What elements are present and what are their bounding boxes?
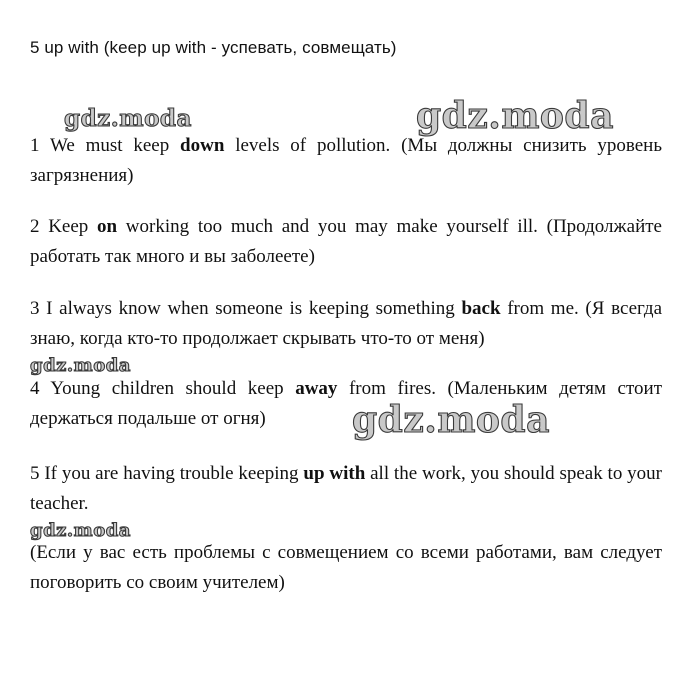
- translation-5: (Если у вас есть проблемы с совмещением со всеми работами, вам следует поговорить со своим учителем): [30, 542, 662, 593]
- watermark-logo: gdz.moda: [64, 105, 192, 132]
- sentence-text: 2 Keep: [30, 216, 98, 237]
- watermark-logo: gdz.moda: [416, 95, 614, 137]
- sentence-1: [30, 131, 662, 191]
- watermark-logo: gdz.moda: [30, 355, 131, 376]
- sentence-text: all the work, you should speak to your teacher.: [30, 463, 663, 514]
- sentence-5: [30, 459, 662, 519]
- exercise-heading: 5 up with (keep up with - успевать, совмещать): [30, 38, 397, 57]
- keyword: back: [461, 298, 501, 319]
- sentence-text: from fires. (Маленьким детям стоит держаться подальше от огня): [30, 378, 663, 429]
- sentence-3: [30, 294, 662, 354]
- sentence-text: 1 We must keep: [30, 135, 181, 156]
- keyword: up with: [303, 463, 366, 484]
- watermark-logo: gdz.moda: [352, 399, 550, 441]
- sentence-2: [30, 212, 662, 272]
- sentence-text: from me. (Я всегда знаю, когда кто-то продолжает скрывать что-то от меня): [30, 298, 663, 349]
- keyword: on: [97, 216, 118, 237]
- keyword: away: [295, 378, 338, 399]
- keyword: down: [180, 135, 225, 156]
- sentence-text: 5 If you are having trouble keeping: [30, 463, 304, 484]
- sentence-text: working too much and you may make yourself ill. (Продолжайте работать так много и вы заболеете): [30, 216, 662, 267]
- sentence-4: [30, 374, 662, 434]
- watermark-logo: gdz.moda: [30, 520, 131, 541]
- sentence-text: 3 I always know when someone is keeping something: [30, 298, 462, 319]
- sentence-text: 4 Young children should keep: [30, 378, 296, 399]
- sentence-text: levels of pollution. (Мы должны снизить уровень загрязнения): [30, 135, 662, 186]
